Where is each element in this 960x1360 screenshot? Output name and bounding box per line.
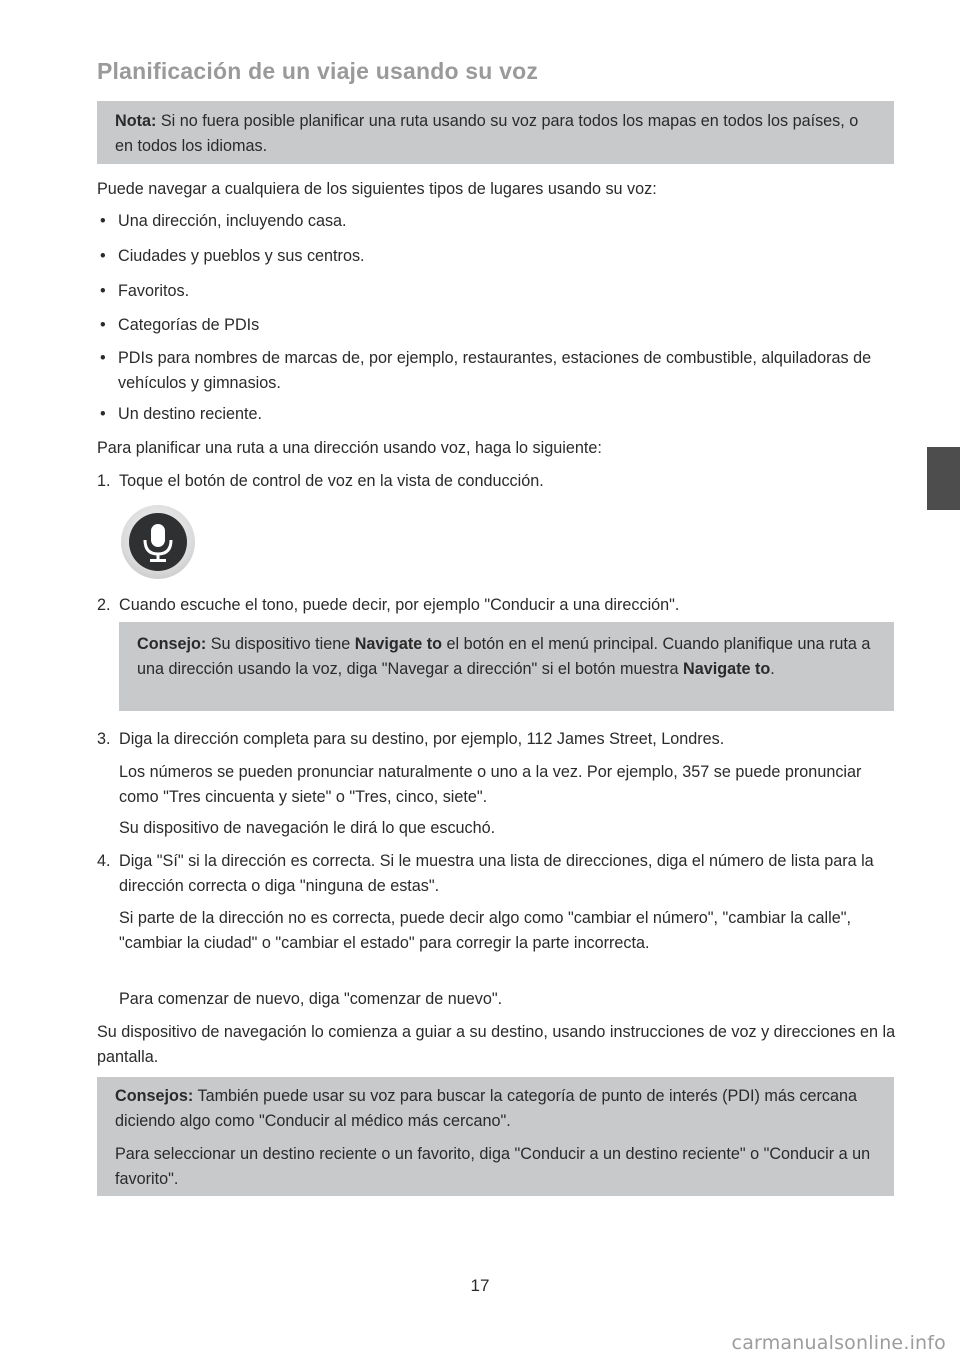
step-4-correct-text: Si parte de la dirección no es correcta, puede decir algo como "cambiar el número", "cambiar la calle", "cambiar la ciudad" o "cambiar el estado" para corregir la parte incorrecta. bbox=[119, 909, 851, 952]
tip-body-b: el botón en el menú principal. Cuando planifique una ruta a una dirección usando la voz, diga "Navegar a dirección" si el botón muestra bbox=[137, 635, 871, 678]
note-box bbox=[97, 101, 894, 164]
voice-control-button[interactable] bbox=[121, 505, 195, 579]
tip-body-a: Su dispositivo tiene bbox=[206, 635, 355, 653]
note-body: Si no fuera posible planificar una ruta usando su voz para todos los mapas en todos los países, o en todos los idiomas. bbox=[115, 112, 859, 155]
microphone-icon bbox=[129, 513, 187, 571]
bullet-marker: • bbox=[100, 282, 106, 300]
plan-intro-text: Para planificar una ruta a una dirección usando voz, haga lo siguiente: bbox=[97, 439, 602, 457]
closing-text: Su dispositivo de navegación lo comienza a guiar a su destino, usando instrucciones de voz y direcciones en la pantalla. bbox=[97, 1023, 896, 1066]
note-label: Nota: bbox=[115, 112, 157, 130]
tip-bold-b: Navigate to bbox=[683, 660, 771, 678]
tip-body-c: . bbox=[770, 660, 775, 678]
page-number: 17 bbox=[470, 1276, 490, 1295]
chapter-tab bbox=[927, 447, 960, 510]
bullet-marker: • bbox=[100, 247, 106, 265]
step-number: 2. bbox=[97, 596, 111, 614]
tips-box bbox=[97, 1077, 894, 1196]
step-number: 3. bbox=[97, 730, 111, 748]
tip-box bbox=[119, 622, 894, 711]
tip-label: Consejo: bbox=[137, 635, 207, 653]
tips-text-2: Para seleccionar un destino reciente o un favorito, diga "Conducir a un destino reciente" o "Conducir a un favorito". bbox=[115, 1145, 871, 1188]
bullet-marker: • bbox=[100, 349, 106, 367]
tips-text-1 bbox=[115, 1084, 878, 1134]
bullet-item-cities: Ciudades y pueblos y sus centros. bbox=[118, 247, 365, 265]
step-1-text: Toque el botón de control de voz en la vista de conducción. bbox=[119, 472, 544, 490]
step-number: 4. bbox=[97, 852, 111, 870]
page-heading: Planificación de un viaje usando su voz bbox=[97, 58, 539, 84]
step-4-text: Diga "Sí" si la dirección es correcta. Si le muestra una lista de direcciones, diga el número de lista para la dirección correcta o diga "ninguna de estas". bbox=[119, 852, 874, 895]
tip-text bbox=[137, 632, 878, 682]
bullet-item-poi-categories: Categorías de PDIs bbox=[118, 316, 260, 334]
bullet-marker: • bbox=[100, 212, 106, 230]
tips-label: Consejos: bbox=[115, 1087, 194, 1105]
step-4-restart-text: Para comenzar de nuevo, diga "comenzar de nuevo". bbox=[119, 990, 503, 1008]
watermark: carmanualsonline.info bbox=[731, 1332, 946, 1354]
step-3-text: Diga la dirección completa para su destino, por ejemplo, 112 James Street, Londres. bbox=[119, 730, 725, 748]
step-number: 1. bbox=[97, 472, 111, 490]
note-text bbox=[115, 109, 878, 159]
bullet-item-recent: Un destino reciente. bbox=[118, 405, 262, 423]
bullet-marker: • bbox=[100, 405, 106, 423]
step-3-confirm-text: Su dispositivo de navegación le dirá lo que escuchó. bbox=[119, 819, 496, 837]
tip-bold-a: Navigate to bbox=[354, 635, 442, 653]
voice-control-button-face bbox=[129, 513, 187, 571]
bullet-item-poi-brands: PDIs para nombres de marcas de, por ejemplo, restaurantes, estaciones de combustible, alquiladoras de vehículos y gimnasios. bbox=[118, 349, 872, 392]
bullet-marker: • bbox=[100, 316, 106, 334]
intro-text: Puede navegar a cualquiera de los siguientes tipos de lugares usando su voz: bbox=[97, 180, 657, 198]
tips-body-1: También puede usar su voz para buscar la categoría de punto de interés (PDI) más cercana diciendo algo como "Conducir al médico más cercano". bbox=[115, 1087, 858, 1130]
step-2-text: Cuando escuche el tono, puede decir, por ejemplo "Conducir a una dirección". bbox=[119, 596, 680, 614]
bullet-item-address: Una dirección, incluyendo casa. bbox=[118, 212, 347, 230]
bullet-item-favorites: Favoritos. bbox=[118, 282, 190, 300]
step-3-numbers-text: Los números se pueden pronunciar naturalmente o uno a la vez. Por ejemplo, 357 se puede pronunciar como "Tres cincuenta y siete" o "Tres, cinco, siete". bbox=[119, 763, 862, 806]
